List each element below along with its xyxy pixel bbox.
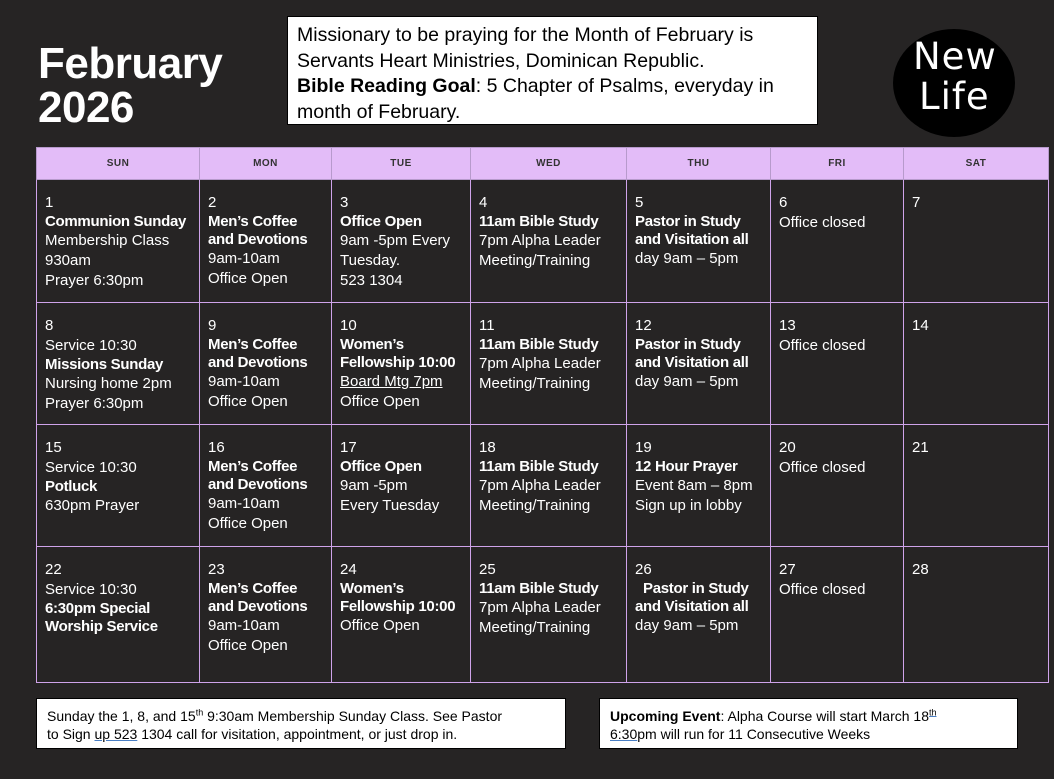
event-line: Service 10:30 (45, 459, 137, 476)
year: 2026 (38, 83, 134, 132)
day-cell (37, 425, 200, 547)
event-line: Women’s (340, 336, 404, 353)
day-cell (904, 303, 1049, 425)
event-line: 9am-10am (208, 373, 280, 390)
day-number: 27 (779, 561, 796, 578)
calendar-grid (36, 147, 1049, 683)
event-line: Women’s (340, 580, 404, 597)
event-line: 9am-10am (208, 250, 280, 267)
event-line: Pastor in Study (643, 580, 749, 597)
weekday-header (37, 148, 1049, 180)
event-line: 9am-10am (208, 495, 280, 512)
event-line: Meeting/Training (479, 619, 591, 636)
logo-line-1: New (913, 35, 997, 78)
calendar-week (37, 303, 1049, 425)
day-number: 21 (912, 439, 929, 456)
day-cell (771, 547, 904, 683)
day-number: 23 (208, 561, 225, 578)
event-line: Meeting/Training (479, 252, 591, 269)
event-line: 523 1304 (340, 272, 403, 289)
day-number: 9 (208, 317, 217, 334)
event-line: Office closed (779, 337, 866, 354)
event-line: Office Open (208, 270, 288, 287)
event-line: 7pm Alpha Leader (479, 355, 601, 372)
event-line: Office Open (208, 393, 288, 410)
bible-reading-goal (297, 74, 817, 100)
calendar-week (37, 547, 1049, 683)
event-line: day 9am – 5pm (635, 617, 739, 634)
event-line: Men’s Coffee (208, 213, 298, 230)
day-number: 11 (479, 317, 495, 334)
event-line: 7pm Alpha Leader (479, 599, 601, 616)
day-cell (471, 303, 627, 425)
event-line-1 (610, 707, 1017, 725)
day-number: 7 (912, 194, 921, 211)
event-line: Meeting/Training (479, 497, 591, 514)
day-number: 17 (340, 439, 357, 456)
month-title (38, 39, 223, 132)
goal-text-2: month of February. (297, 100, 461, 123)
event-line: Pastor in Study (635, 336, 741, 353)
day-cell (200, 180, 332, 303)
calendar-week (37, 425, 1049, 547)
month-name: February (38, 39, 223, 88)
day-cell (627, 425, 771, 547)
note-text: 1304 call for visitation, appointment, or just drop in. (137, 726, 458, 742)
new-life-logo (893, 29, 1015, 137)
event-line: and Devotions (208, 598, 308, 615)
event-line: Office closed (779, 459, 866, 476)
event-line: 7pm Alpha Leader (479, 232, 601, 249)
day-cell (904, 547, 1049, 683)
day-number: 4 (479, 194, 488, 211)
event-line: Men’s Coffee (208, 336, 298, 353)
day-number: 20 (779, 439, 796, 456)
day-number: 18 (479, 439, 496, 456)
event-line: Men’s Coffee (208, 580, 298, 597)
event-line: 630pm Prayer (45, 497, 140, 514)
event-line: Fellowship 10:00 (340, 598, 456, 615)
note-line-2 (47, 725, 565, 743)
event-line: Missions Sunday (45, 356, 164, 373)
event-line: Office Open (340, 393, 420, 410)
event-line: Prayer 6:30pm (45, 272, 144, 289)
event-line: and Devotions (208, 231, 308, 248)
day-cell (332, 180, 471, 303)
day-cell (37, 180, 200, 303)
day-cell (37, 303, 200, 425)
event-line: 11am Bible Study (479, 213, 599, 230)
day-number: 14 (912, 317, 929, 334)
upcoming-event-note (599, 698, 1018, 749)
day-number: 12 (635, 317, 652, 334)
event-line: Men’s Coffee (208, 458, 298, 475)
event-line: Pastor in Study (635, 213, 741, 230)
event-line: Board Mtg 7pm (340, 373, 443, 390)
event-line: Communion Sunday (45, 213, 187, 230)
event-line: 11am Bible Study (479, 458, 599, 475)
day-number: 6 (779, 194, 788, 211)
day-number: 8 (45, 317, 54, 334)
day-number: 10 (340, 317, 357, 334)
event-line: 12 Hour Prayer (635, 458, 738, 475)
event-line: 9am-10am (208, 617, 280, 634)
day-cell (627, 180, 771, 303)
note-sup: th (195, 707, 204, 718)
event-time: 6:30 (610, 726, 638, 742)
event-line: and Visitation all (635, 231, 749, 248)
membership-class-note (36, 698, 566, 749)
weekday-thu: THU (627, 148, 771, 180)
event-line: Membership Class (45, 232, 170, 249)
notice-line-2: Servants Heart Ministries, Dominican Republic. (297, 49, 705, 72)
day-cell (332, 547, 471, 683)
event-line: and Visitation all (635, 354, 749, 371)
event-line: Nursing home 2pm (45, 375, 172, 392)
day-number: 24 (340, 561, 357, 578)
weekday-tue: TUE (332, 148, 471, 180)
day-cell (771, 425, 904, 547)
event-line: 6:30pm Special (45, 600, 151, 617)
event-line: Office Open (340, 458, 422, 475)
day-number: 16 (208, 439, 225, 456)
event-line: Prayer 6:30pm (45, 395, 144, 412)
event-line: Office Open (208, 515, 288, 532)
event-line: 7pm Alpha Leader (479, 477, 601, 494)
weekday-sat: SAT (904, 148, 1049, 180)
weekday-fri: FRI (771, 148, 904, 180)
day-cell (332, 303, 471, 425)
event-line: Office closed (779, 214, 866, 231)
day-number: 2 (208, 194, 217, 211)
event-line: 11am Bible Study (479, 336, 599, 353)
event-line: and Devotions (208, 354, 308, 371)
event-line: Worship Service (45, 618, 158, 635)
day-cell (471, 180, 627, 303)
day-number: 1 (45, 194, 54, 211)
day-number: 26 (635, 561, 652, 578)
note-text: to Sign (47, 726, 95, 742)
day-number: 5 (635, 194, 644, 211)
event-line: 9am -5pm (340, 477, 408, 494)
weekday-sun: SUN (37, 148, 200, 180)
note-line-1 (47, 707, 565, 725)
logo-line-2: Life (919, 75, 990, 118)
day-cell (200, 547, 332, 683)
event-line: Tuesday. (340, 252, 401, 269)
day-cell (471, 547, 627, 683)
event-sup: th (929, 707, 937, 718)
event-line: Meeting/Training (479, 375, 591, 392)
event-line: and Devotions (208, 476, 308, 493)
event-label: Upcoming Event (610, 708, 721, 724)
event-line: Office closed (779, 581, 866, 598)
event-line: Service 10:30 (45, 581, 137, 598)
day-cell (627, 303, 771, 425)
event-text: pm will run for 11 Consecutive Weeks (637, 726, 871, 742)
event-line: 930am (45, 252, 91, 269)
event-line: 9am -5pm Every (340, 232, 451, 249)
goal-text: : 5 Chapter of Psalms, everyday in (475, 75, 774, 97)
event-line: Event 8am – 8pm (635, 477, 753, 494)
day-cell (200, 303, 332, 425)
event-line: day 9am – 5pm (635, 373, 739, 390)
day-cell (771, 180, 904, 303)
event-line: Office Open (340, 213, 422, 230)
event-line: Service 10:30 (45, 337, 137, 354)
calendar-week (37, 180, 1049, 303)
day-number: 15 (45, 439, 62, 456)
event-line: and Visitation all (635, 598, 749, 615)
day-number: 22 (45, 561, 62, 578)
note-text: Sunday the 1, 8, and 15 (47, 708, 196, 724)
note-text: 9:30am Membership Sunday Class. See Pastor (203, 708, 503, 724)
event-line: Office Open (208, 637, 288, 654)
day-cell (332, 425, 471, 547)
day-cell (904, 425, 1049, 547)
day-cell (200, 425, 332, 547)
event-line: Every Tuesday (340, 497, 440, 514)
day-number: 13 (779, 317, 796, 334)
goal-label: Bible Reading Goal (297, 75, 476, 97)
phone-link[interactable]: up 523 (94, 726, 138, 742)
day-cell (471, 425, 627, 547)
event-line: Office Open (340, 617, 420, 634)
notice-line-1: Missionary to be praying for the Month of February is (297, 24, 754, 46)
day-number: 19 (635, 439, 652, 456)
day-cell (904, 180, 1049, 303)
day-cell (771, 303, 904, 425)
day-number: 3 (340, 194, 349, 211)
weekday-mon: MON (200, 148, 332, 180)
event-line: Potluck (45, 478, 98, 495)
weekday-wed: WED (471, 148, 627, 180)
event-line: Fellowship 10:00 (340, 354, 456, 371)
event-line: day 9am – 5pm (635, 250, 739, 267)
day-cell (627, 547, 771, 683)
event-line-2 (610, 725, 1017, 743)
missionary-notice (287, 16, 818, 125)
event-line: 11am Bible Study (479, 580, 599, 597)
day-number: 25 (479, 561, 496, 578)
day-cell (37, 547, 200, 683)
day-number: 28 (912, 561, 929, 578)
event-line: Sign up in lobby (635, 497, 742, 514)
event-text: : Alpha Course will start March 18 (720, 708, 929, 724)
